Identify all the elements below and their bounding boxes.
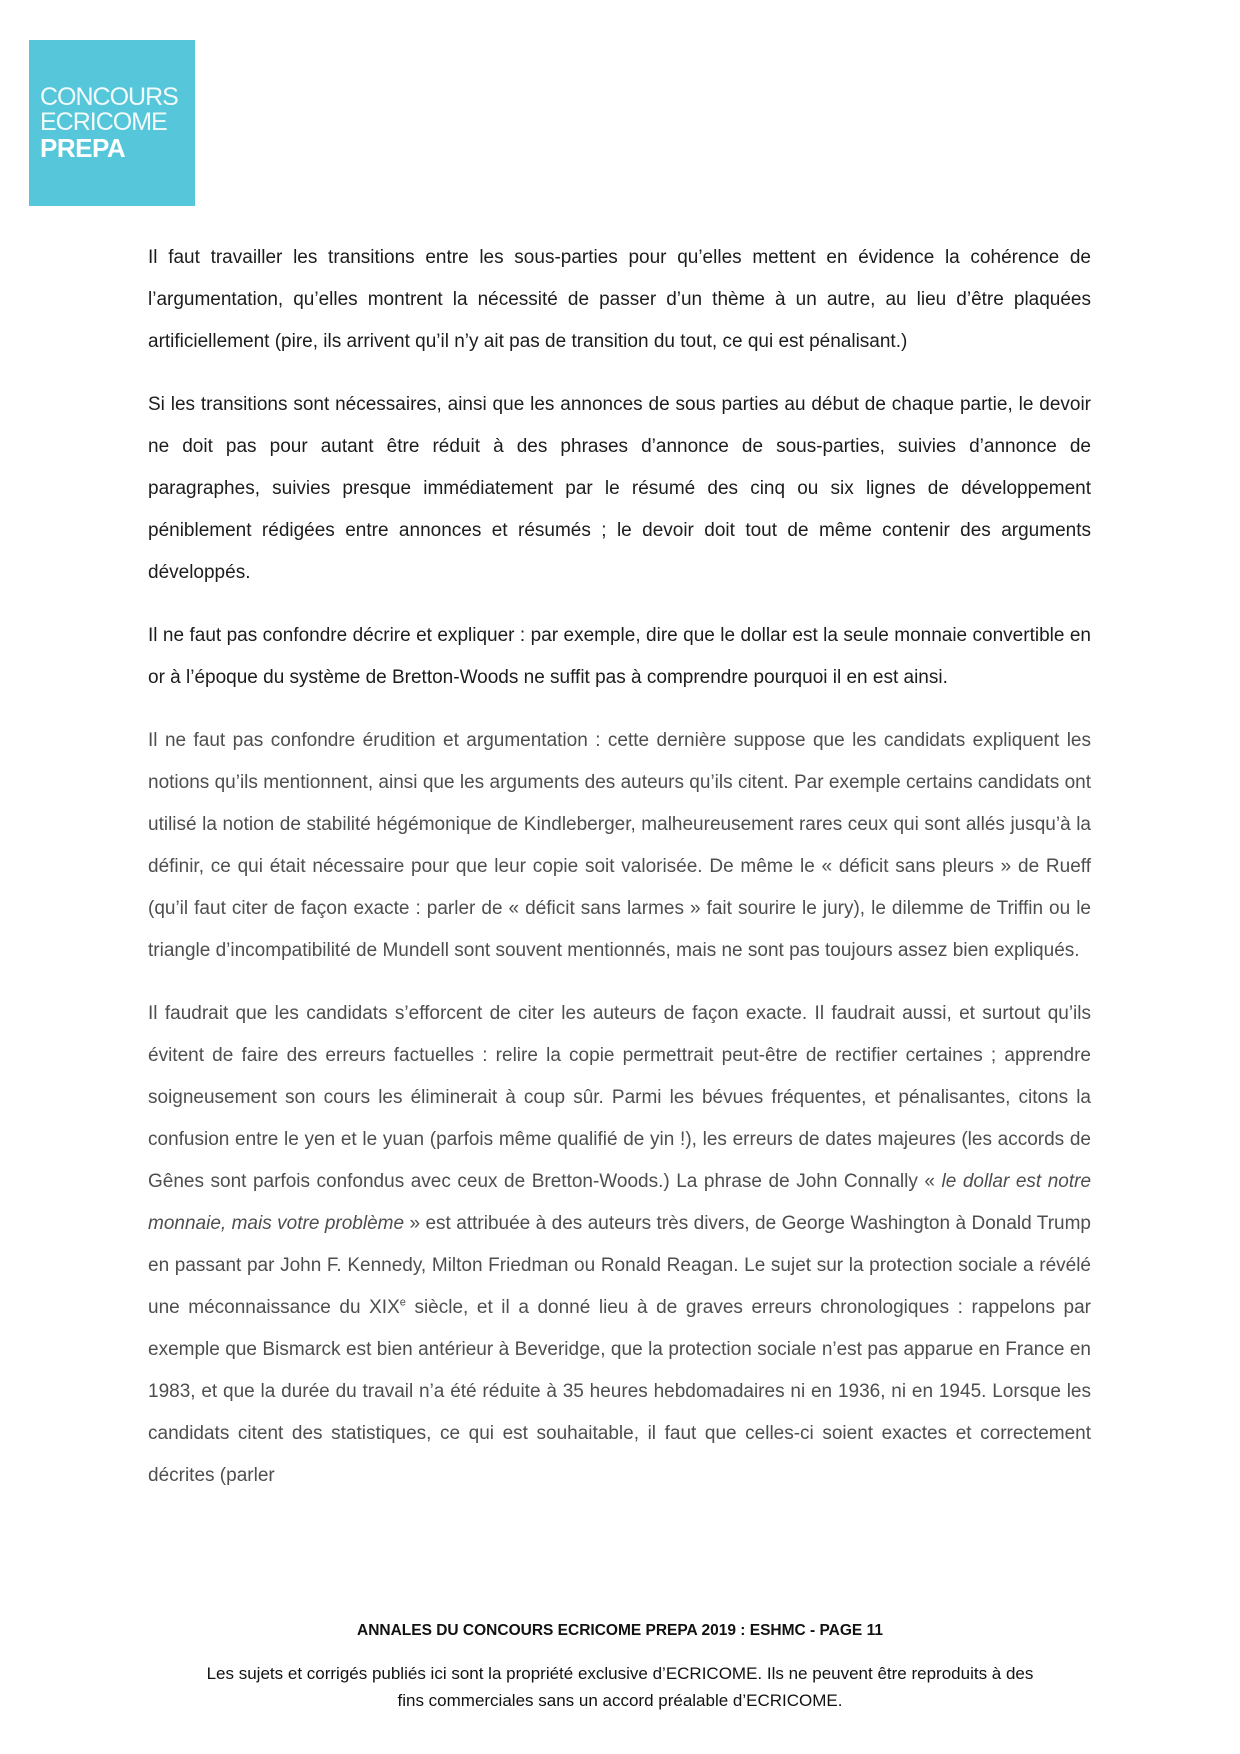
factual-errors-text-1: Il faudrait que les candidats s’efforcent de citer les auteurs de façon exacte. Il faudrait aussi, et surtout qu’ils évitent de faire des erreurs factuelles : relire la copie permettrait peut-être de rectifier certaines ; apprendre soigneusement son cours les éliminerait à coup sûr. Parmi les bévues fréquentes, et pénalisantes, citons la confusion entre le yen et le yuan (parfois même qualifié de yin !), les erreurs de dates majeures (les accords de Gênes sont parfois confondus avec ceux de Bretton-Woods.) La phrase de John Connally « — [148, 1003, 1091, 1192]
century-superscript: e — [399, 1296, 406, 1309]
page-footer-title: ANNALES DU CONCOURS ECRICOME PREPA 2019 : ESHMC - PAGE 11 — [357, 1622, 883, 1639]
copyright-line-2: fins commerciales sans un accord préalable d’ECRICOME. — [397, 1691, 843, 1710]
factual-errors-text-3: siècle, et il a donné lieu à de graves erreurs chronologiques : rappelons par exemple que Bismarck est bien antérieur à Beveridge, que la protection sociale n’est pas apparue en France en 1983, et que la durée du travail n’a été réduite à 35 heures hebdomadaires ni en 1936, ni en 1945. Lorsque les candidats citent des statistiques, ce qui est souhaitable, il faut que celles-ci soient exactes et correctement décrites (parler — [148, 1297, 1091, 1486]
paragraph-transitions: Il faut travailler les transitions entre les sous-parties pour qu’elles mettent en évidence la cohérence de l’argumentation, qu’elles montrent la nécessité de passer d’un thème à un autre, au lieu d’être plaquées artificiellement (pire, ils arrivent qu’il n’y ait pas de transition du tout, ce qui est pénalisant.) — [148, 247, 1091, 352]
copyright-notice — [0, 1660, 1240, 1714]
factual-errors-text-2: » est attribuée à des auteurs très divers, de George Washington à Donald Trump en passant par John F. Kennedy, Milton Friedman ou Ronald Reagan. Le sujet sur la protection sociale a révélé une méconnaissance du XIX — [148, 1213, 1091, 1318]
logo-text-ecricome: ECRICOME — [40, 108, 167, 136]
paragraph-erudition: Il ne faut pas confondre érudition et argumentation : cette dernière suppose que les candidats expliquent les notions qu’ils mentionnent, ainsi que les arguments des auteurs qu’ils citent. Par exemple certains candidats ont utilisé la notion de stabilité hégémonique de Kindleberger, malheureusement rares ceux qui sont allés jusqu’à la définir, ce qui était nécessaire pour que leur copie soit valorisée. De même le « déficit sans pleurs » de Rueff (qu’il faut citer de façon exacte : parler de « déficit sans larmes » fait sourire le jury), le dilemme de Triffin ou le triangle d’incompatibilité de Mundell sont souvent mentionnés, mais ne sont pas toujours assez bien expliqués. — [148, 730, 1091, 961]
paragraph-describe-explain: Il ne faut pas confondre décrire et expliquer : par exemple, dire que le dollar est la seule monnaie convertible en or à l’époque du système de Bretton-Woods ne suffit pas à comprendre pourquoi il en est ainsi. — [148, 625, 1091, 688]
ecricome-logo — [29, 40, 195, 206]
connally-quote: le dollar est notre monnaie, mais votre problème — [148, 1171, 1092, 1234]
logo-text-prepa: PREPA — [40, 133, 126, 163]
copyright-line-1: Les sujets et corrigés publiés ici sont la propriété exclusive d’ECRICOME. Ils ne peuvent être reproduits à des — [206, 1664, 1034, 1683]
logo-text-concours: CONCOURS — [40, 83, 178, 111]
paragraph-factual-errors — [148, 993, 1091, 1497]
document-body — [148, 237, 1091, 1497]
paragraph-announcements: Si les transitions sont nécessaires, ainsi que les annonces de sous parties au début de chaque partie, le devoir ne doit pas pour autant être réduit à des phrases d’annonce de sous-parties, suivies d’annonce de paragraphes, suivies presque immédiatement par le résumé des cinq ou six lignes de développement péniblement rédigées entre annonces et résumés ; le devoir doit tout de même contenir des arguments développés. — [148, 394, 1091, 583]
